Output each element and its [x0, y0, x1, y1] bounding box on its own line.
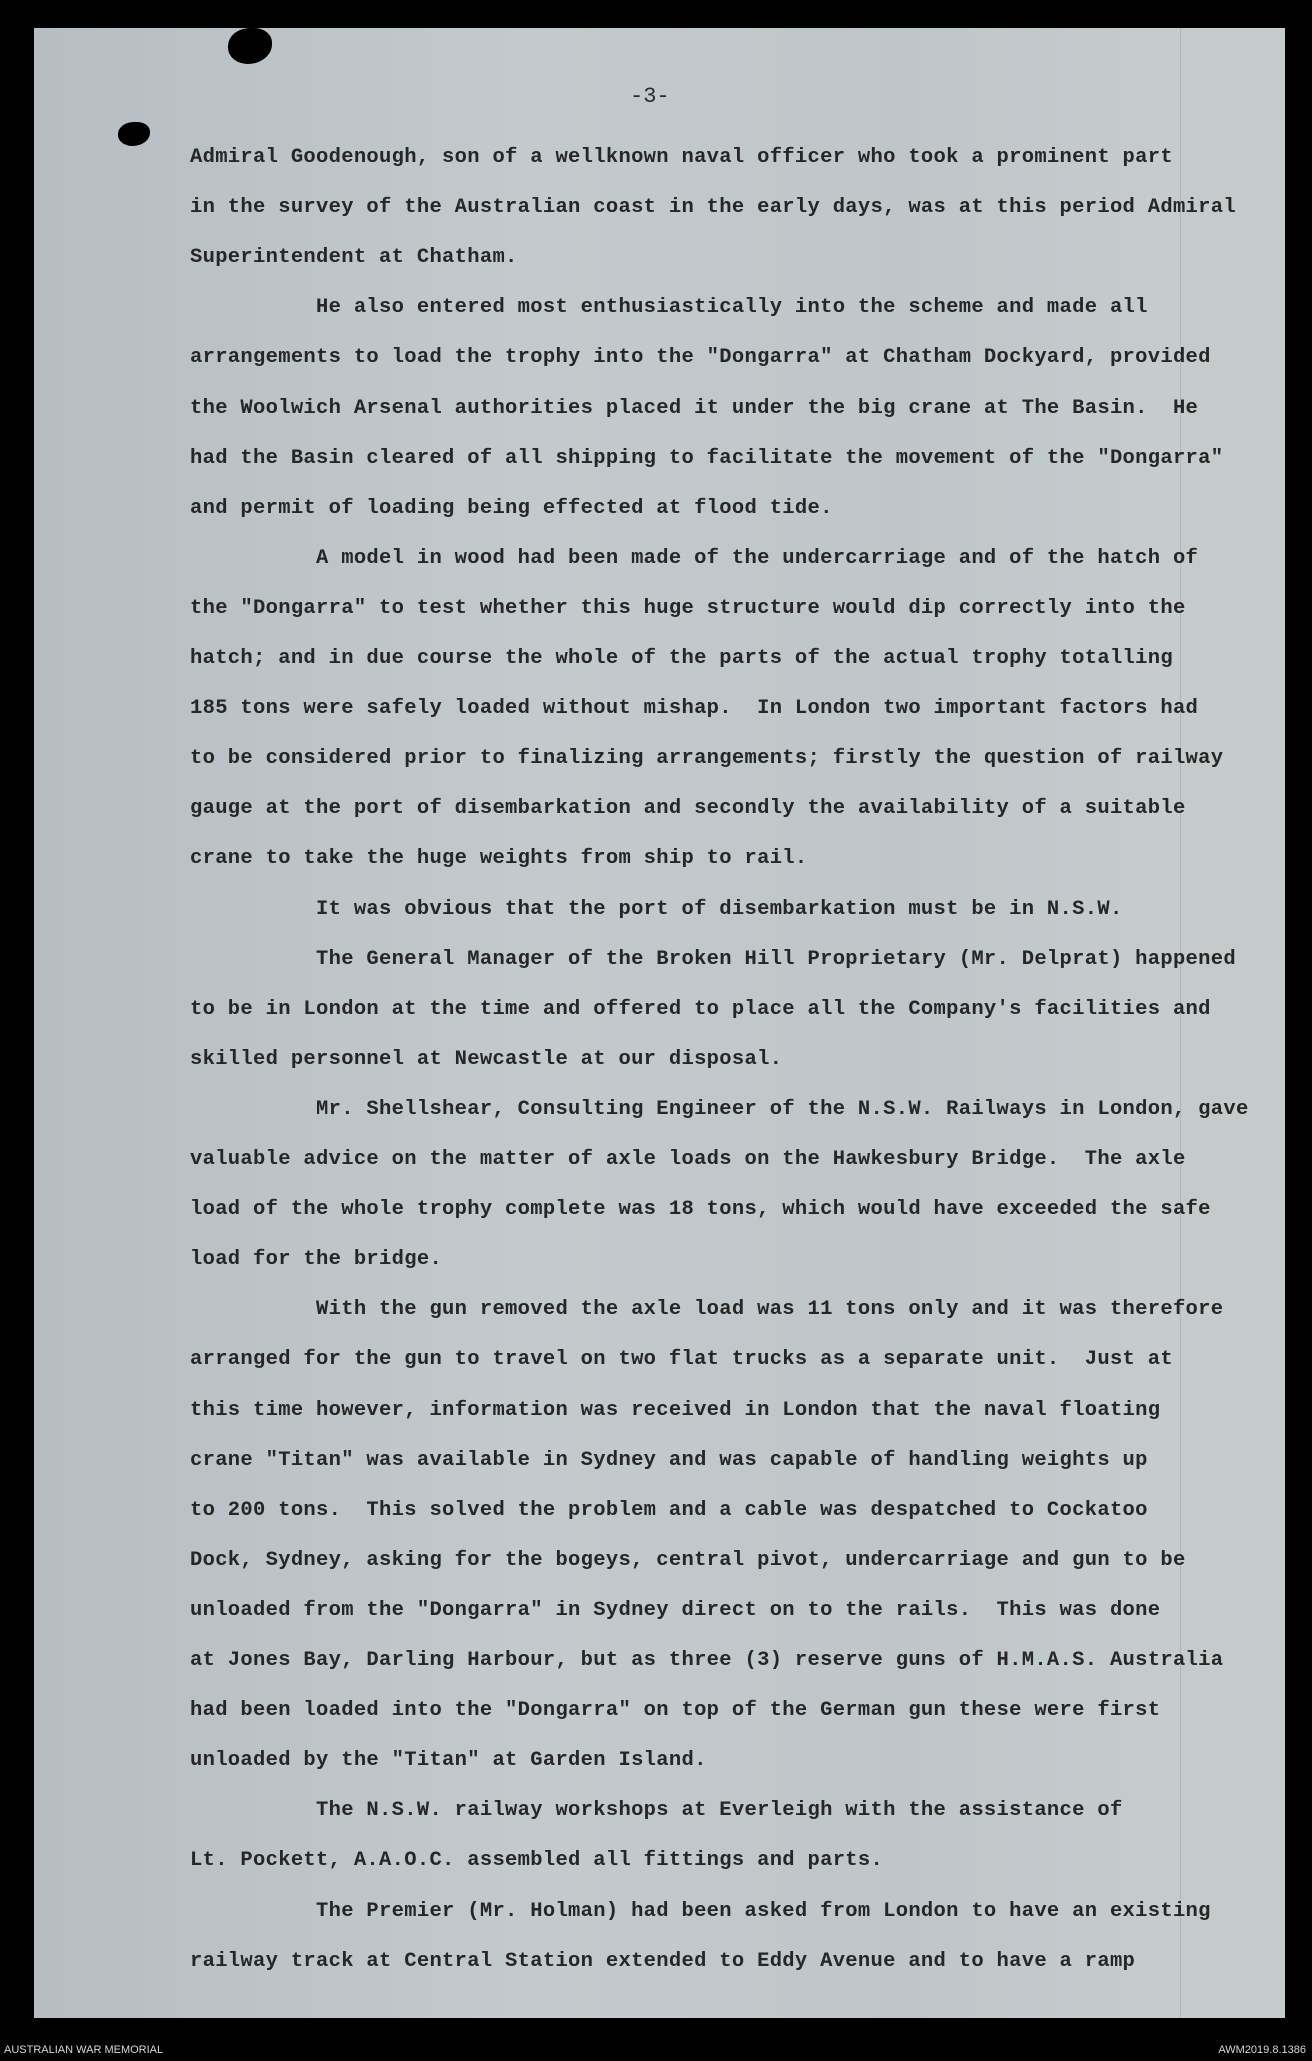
- text-line: crane "Titan" was available in Sydney and was capable of handling weights up: [190, 1448, 1148, 1472]
- text-line: arrangements to load the trophy into the "Dongarra" at Chatham Dockyard, provided: [190, 346, 1211, 370]
- text-line: With the gun removed the axle load was 11 tons only and it was therefore: [190, 1298, 1224, 1322]
- text-line: hatch; and in due course the whole of the parts of the actual trophy totalling: [190, 647, 1173, 670]
- text-line: at Jones Bay, Darling Harbour, but as three (3) reserve guns of H.M.A.S. Australia: [190, 1649, 1224, 1672]
- page-fold: [1180, 28, 1285, 2018]
- text-line: to 200 tons. This solved the problem and a cable was despatched to Cockatoo: [190, 1498, 1148, 1522]
- text-line: load for the bridge.: [190, 1248, 443, 1272]
- text-line: load of the whole trophy complete was 18 tons, which would have exceeded the safe: [190, 1198, 1211, 1222]
- text-line: Lt. Pockett, A.A.O.C. assembled all fittings and parts.: [190, 1849, 884, 1873]
- text-line: railway track at Central Station extended to Eddy Avenue and to have a ramp: [190, 1949, 1136, 1973]
- text-line: unloaded from the "Dongarra" in Sydney direct on to the rails. This was done: [190, 1598, 1161, 1622]
- text-line: gauge at the port of disembarkation and secondly the availability of a suitable: [190, 797, 1186, 821]
- text-line: Mr. Shellshear, Consulting Engineer of the N.S.W. Railways in London, gave: [190, 1097, 1249, 1121]
- text-line: in the survey of the Australian coast in the early days, was at this period Admiral: [190, 196, 1236, 220]
- text-line: Superintendent at Chatham.: [190, 246, 518, 270]
- text-line: the Woolwich Arsenal authorities placed it under the big crane at The Basin. He: [190, 396, 1199, 420]
- text-line: crane to take the huge weights from ship to rail.: [190, 847, 808, 871]
- text-line: The N.S.W. railway workshops at Everleigh with the assistance of: [190, 1799, 1123, 1823]
- text-line: skilled personnel at Newcastle at our disposal.: [190, 1047, 783, 1071]
- text-line: arranged for the gun to travel on two flat trucks as a separate unit. Just at: [190, 1348, 1173, 1372]
- text-line: this time however, information was received in London that the naval floating: [190, 1398, 1161, 1422]
- text-line: the "Dongarra" to test whether this huge structure would dip correctly into the: [190, 596, 1186, 620]
- text-line: had the Basin cleared of all shipping to facilitate the movement of the "Dongarra": [190, 446, 1224, 470]
- text-line: The Premier (Mr. Holman) had been asked from London to have an existing: [190, 1899, 1211, 1923]
- text-line: to be in London at the time and offered to place all the Company's facilities and: [190, 997, 1211, 1021]
- text-line: Dock, Sydney, asking for the bogeys, central pivot, undercarriage and gun to be: [190, 1548, 1186, 1572]
- text-line: had been loaded into the "Dongarra" on top of the German gun these were first: [190, 1699, 1161, 1723]
- page-number: -3-: [630, 84, 670, 109]
- text-line: A model in wood had been made of the undercarriage and of the hatch of: [190, 546, 1199, 570]
- text-line: 185 tons were safely loaded without mishap. In London two important factors had: [190, 697, 1199, 721]
- footer-accession-number: AWM2019.8.1386: [1218, 2044, 1306, 2056]
- text-line: He also entered most enthusiastically into the scheme and made all: [190, 296, 1148, 320]
- text-line: It was obvious that the port of disembarkation must be in N.S.W.: [190, 897, 1123, 921]
- footer-archive-name: AUSTRALIAN WAR MEMORIAL: [4, 2044, 164, 2056]
- text-line: unloaded by the "Titan" at Garden Island.: [190, 1749, 707, 1773]
- text-line: to be considered prior to finalizing arrangements; firstly the question of railway: [190, 747, 1224, 771]
- text-line: and permit of loading being effected at flood tide.: [190, 496, 833, 520]
- text-line: The General Manager of the Broken Hill Proprietary (Mr. Delprat) happened: [190, 947, 1236, 971]
- text-line: Admiral Goodenough, son of a wellknown naval officer who took a prominent part: [190, 146, 1173, 169]
- text-line: valuable advice on the matter of axle loads on the Hawkesbury Bridge. The axle: [190, 1148, 1186, 1171]
